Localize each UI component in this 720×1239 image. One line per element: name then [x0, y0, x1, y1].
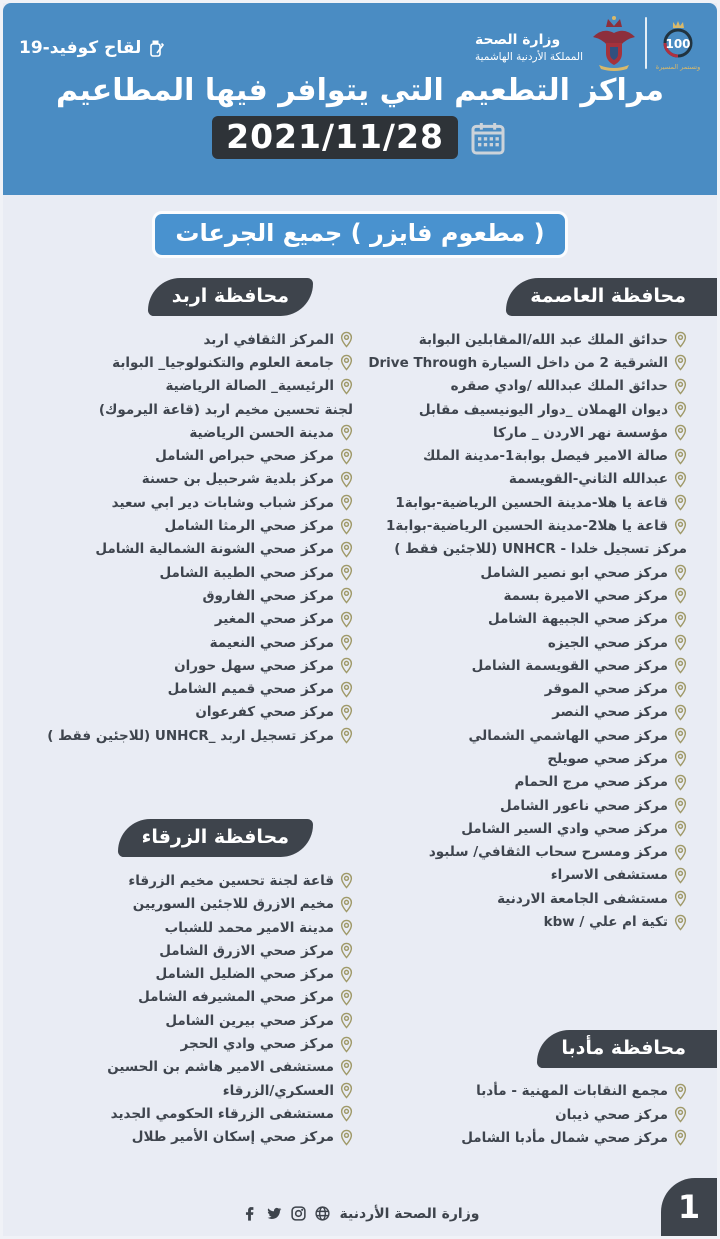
- centers-list-irbid: [33, 328, 353, 747]
- location-pin-icon: [340, 966, 353, 983]
- center-name: مركز صحي سهل حوران: [174, 657, 334, 674]
- center-list-item: [33, 1056, 353, 1079]
- center-name: ديوان الهملان _دوار اليونيسيف مقابل: [418, 401, 668, 418]
- location-pin-icon: [674, 820, 687, 837]
- center-list-item: [367, 794, 687, 817]
- center-list-item: [33, 375, 353, 398]
- center-name: مركز صحي الموقر: [544, 681, 668, 698]
- center-name: مؤسسة نهر الاردن _ ماركا: [493, 424, 668, 441]
- center-name: مركز صحي ذيبان: [555, 1106, 668, 1123]
- center-name: مركز صحي النعيمة: [209, 634, 334, 651]
- center-list-item: [367, 1126, 687, 1149]
- center-list-item: [367, 561, 687, 584]
- center-list-item: [33, 1126, 353, 1149]
- center-list-item: [33, 1102, 353, 1125]
- center-name: مركز صحي الفاروق: [202, 587, 334, 604]
- location-pin-icon: [674, 518, 687, 535]
- center-name: مركز صحي قميم الشامل: [167, 681, 334, 698]
- center-list-item: [367, 1103, 687, 1126]
- location-pin-icon: [674, 448, 687, 465]
- center-name: مركز شباب وشابات دير ابي سعيد: [111, 494, 334, 511]
- center-list-item: [33, 1079, 353, 1102]
- page-number-badge: 1: [661, 1178, 717, 1236]
- column-right: [367, 278, 687, 1150]
- center-name: مدينة الحسن الرياضية: [189, 424, 334, 441]
- location-pin-icon: [340, 942, 353, 959]
- center-list-item: [367, 1080, 687, 1103]
- center-list-item: [367, 887, 687, 910]
- location-pin-icon: [674, 634, 687, 651]
- center-name: عبدالله الثاني-القويسمة: [508, 471, 668, 488]
- center-list-item: [33, 561, 353, 584]
- location-pin-icon: [340, 896, 353, 913]
- location-pin-icon: [340, 1059, 353, 1076]
- center-name: حدائق الملك عبد الله/المقابلين البوابة: [418, 331, 668, 348]
- centers-list-zarqa: [33, 869, 353, 1149]
- location-pin-icon: [674, 681, 687, 698]
- center-name: مستشفى الجامعة الاردنية: [497, 890, 668, 907]
- center-name: حدائق الملك عبدالله /وادي صقره: [450, 378, 668, 395]
- section-header-irbid: محافظة اربد: [148, 278, 313, 316]
- center-list-item: [33, 631, 353, 654]
- center-list-item: [367, 468, 687, 491]
- center-name: مركز صحي حبراص الشامل: [155, 448, 334, 465]
- location-pin-icon: [340, 634, 353, 651]
- center-list-item: [33, 916, 353, 939]
- center-list-item: [367, 817, 687, 840]
- center-list-item: [33, 1032, 353, 1055]
- location-pin-icon: [340, 1082, 353, 1099]
- location-pin-icon: [340, 704, 353, 721]
- center-name: مركز صحي صويلح: [547, 750, 668, 767]
- center-list-item: [33, 963, 353, 986]
- pfizer-all-doses-banner: ( مطعوم فايزر ) جميع الجرعات: [152, 211, 567, 258]
- location-pin-icon: [340, 518, 353, 535]
- location-pin-icon: [340, 727, 353, 744]
- center-name: مركز صحي الضليل الشامل: [155, 966, 334, 983]
- center-list-item: [367, 351, 687, 374]
- center-list-item: [367, 328, 687, 351]
- location-pin-icon: [340, 989, 353, 1006]
- date-badge: 2021/11/28: [212, 116, 458, 159]
- center-list-item: [367, 677, 687, 700]
- center-name: المركز الثقافي اربد: [203, 331, 334, 348]
- center-name: مركز بلدية شرحبيل بن حسنة: [141, 471, 334, 488]
- location-pin-icon: [674, 354, 687, 371]
- center-name: تكية ام علي / kbw: [543, 914, 668, 931]
- location-pin-icon: [674, 797, 687, 814]
- center-name: مركز صحي ابو نصير الشامل: [480, 564, 668, 581]
- center-name: مدينة الامير محمد للشباب: [164, 919, 334, 936]
- location-pin-icon: [674, 657, 687, 674]
- centennial-tagline: وتستمر المسيرة: [655, 62, 701, 71]
- center-name: مركز صحي الازرق الشامل: [159, 942, 334, 959]
- vaccine-syringe-icon: [147, 37, 165, 59]
- center-list-item: [33, 1009, 353, 1032]
- location-pin-icon: [340, 681, 353, 698]
- center-name: مركز صحي ناعور الشامل: [499, 797, 668, 814]
- center-list-item: [367, 631, 687, 654]
- footer-brand: وزارة الصحة الأردنية: [339, 1205, 480, 1222]
- center-name: مركز صحي بيرين الشامل: [165, 1012, 334, 1029]
- center-list-item: [367, 724, 687, 747]
- center-list-item: [367, 910, 687, 933]
- center-list-item: [367, 375, 687, 398]
- location-pin-icon: [674, 890, 687, 907]
- center-list-item: [367, 538, 687, 561]
- center-name: مركز صحي الطيبة الشامل: [159, 564, 334, 581]
- center-name: مخيم الازرق للاجئين السوريين: [132, 896, 334, 913]
- location-pin-icon: [340, 494, 353, 511]
- covid-vaccine-label: لقاح كوفيد-19: [19, 38, 142, 58]
- location-pin-icon: [674, 774, 687, 791]
- ministry-branding: [475, 15, 701, 71]
- location-pin-icon: [674, 844, 687, 861]
- facebook-icon: [241, 1205, 258, 1222]
- location-pin-icon: [674, 494, 687, 511]
- location-pin-icon: [340, 1012, 353, 1029]
- center-name: مركز صحي وادي السير الشامل: [461, 820, 668, 837]
- center-name: جامعة العلوم والتكنولوجيا_ البوابة: [112, 354, 334, 371]
- location-pin-icon: [674, 750, 687, 767]
- center-list-item: [367, 584, 687, 607]
- location-pin-icon: [674, 867, 687, 884]
- header-divider: [645, 17, 647, 69]
- location-pin-icon: [674, 401, 687, 418]
- header: [3, 3, 717, 195]
- center-name: لجنة تحسين مخيم اربد (قاعة اليرموك): [98, 401, 353, 418]
- center-list-item: [367, 608, 687, 631]
- center-list-item: [367, 398, 687, 421]
- center-name: مركز تسجيل اربد _UNHCR (للاجئين فقط ): [47, 727, 334, 744]
- location-pin-icon: [340, 424, 353, 441]
- location-pin-icon: [340, 657, 353, 674]
- calendar-icon: [468, 118, 508, 158]
- center-list-item: [33, 654, 353, 677]
- kingdom-name: المملكة الأردنية الهاشمية: [474, 51, 583, 64]
- globe-icon: [314, 1205, 331, 1222]
- page-title: مراكز التطعيم التي يتوافر فيها المطاعيم: [56, 73, 664, 108]
- ministry-name: وزارة الصحة: [474, 32, 561, 49]
- center-name: مركز صحي إسكان الأمير طلال: [131, 1129, 334, 1146]
- center-name: مركز صحي الجبيهة الشامل: [488, 611, 668, 628]
- center-name: مستشفى الامير هاشم بن الحسين: [107, 1059, 334, 1076]
- center-list-item: [33, 491, 353, 514]
- center-name: العسكري/الزرقاء: [222, 1082, 334, 1099]
- center-list-item: [367, 841, 687, 864]
- location-pin-icon: [674, 611, 687, 628]
- center-name: مركز صحي الاميرة بسمة: [503, 587, 668, 604]
- location-pin-icon: [674, 1129, 687, 1146]
- location-pin-icon: [674, 704, 687, 721]
- center-name: مركز صحي وادي الحجر: [180, 1036, 334, 1053]
- location-pin-icon: [340, 919, 353, 936]
- location-pin-icon: [340, 1036, 353, 1053]
- center-name: مركز ومسرح سحاب الثقافي/ سلبود: [428, 844, 668, 861]
- covid-vaccine-tag: [19, 37, 165, 59]
- center-name: مركز صحي الهاشمي الشمالي: [468, 727, 668, 744]
- center-list-item: [33, 893, 353, 916]
- center-name: مركز صحي المغير: [214, 611, 334, 628]
- jordan-coat-of-arms-icon: [591, 15, 637, 71]
- location-pin-icon: [674, 1106, 687, 1123]
- center-list-item: [33, 986, 353, 1009]
- centennial-100-icon: [655, 16, 701, 62]
- center-list-item: [33, 468, 353, 491]
- location-pin-icon: [674, 471, 687, 488]
- svg-text:100: 100: [665, 36, 691, 51]
- centennial-logo: [655, 16, 701, 71]
- location-pin-icon: [340, 354, 353, 371]
- center-list-item: [33, 584, 353, 607]
- center-list-item: [33, 421, 353, 444]
- center-list-item: [367, 864, 687, 887]
- center-list-item: [33, 444, 353, 467]
- location-pin-icon: [674, 587, 687, 604]
- location-pin-icon: [340, 448, 353, 465]
- center-list-item: [33, 538, 353, 561]
- center-list-item: [33, 724, 353, 747]
- location-pin-icon: [340, 471, 353, 488]
- instagram-icon: [290, 1205, 307, 1222]
- location-pin-icon: [674, 564, 687, 581]
- center-list-item: [367, 747, 687, 770]
- center-name: قاعة يا هلا2-مدينة الحسين الرياضية-بوابة1: [385, 518, 668, 535]
- center-name: مركز صحي النصر: [552, 704, 668, 721]
- center-list-item: [33, 398, 353, 421]
- center-list-item: [33, 701, 353, 724]
- center-name: مستشفى الزرقاء الحكومي الجديد: [110, 1105, 334, 1122]
- centers-list-madaba: [367, 1080, 687, 1150]
- center-name: قاعة يا هلا-مدينة الحسين الرياضية-بوابة1: [395, 494, 668, 511]
- center-list-item: [367, 491, 687, 514]
- center-list-item: [33, 677, 353, 700]
- footer: [3, 1205, 717, 1222]
- center-list-item: [33, 939, 353, 962]
- location-pin-icon: [340, 378, 353, 395]
- center-name: مركز صحي الجيزه: [547, 634, 668, 651]
- center-list-item: [33, 514, 353, 537]
- center-list-item: [367, 421, 687, 444]
- location-pin-icon: [340, 611, 353, 628]
- center-name: مركز تسجيل خلدا - UNHCR (للاجئين فقط ): [394, 541, 687, 558]
- center-name: الرئيسية_ الصالة الرياضية: [165, 378, 334, 395]
- center-list-item: [367, 771, 687, 794]
- center-list-item: [367, 701, 687, 724]
- center-name: مستشفى الاسراء: [550, 867, 668, 884]
- center-name: مركز صحي القويسمة الشامل: [471, 657, 668, 674]
- center-name: مركز صحي الشونة الشمالية الشامل: [95, 541, 334, 558]
- location-pin-icon: [674, 727, 687, 744]
- section-header-zarqa: محافظة الزرقاء: [118, 819, 313, 857]
- location-pin-icon: [340, 1105, 353, 1122]
- social-icons: [241, 1205, 331, 1222]
- center-list-item: [33, 328, 353, 351]
- column-left: [33, 278, 353, 1149]
- center-name: الشرقية 2 من داخل السيارة Drive Through: [368, 354, 668, 371]
- center-name: قاعة لجنة تحسين مخيم الزرقاء: [128, 872, 334, 889]
- location-pin-icon: [340, 331, 353, 348]
- center-name: مجمع النقابات المهنية - مأدبا: [476, 1083, 668, 1100]
- section-header-amman: محافظة العاصمة: [506, 278, 720, 316]
- center-name: مركز صحي المشيرفه الشامل: [138, 989, 334, 1006]
- center-list-item: [367, 514, 687, 537]
- location-pin-icon: [674, 1083, 687, 1100]
- location-pin-icon: [674, 424, 687, 441]
- center-name: مركز صحي الرمثا الشامل: [164, 518, 334, 535]
- location-pin-icon: [340, 587, 353, 604]
- twitter-icon: [265, 1205, 283, 1222]
- center-list-item: [33, 869, 353, 892]
- location-pin-icon: [674, 378, 687, 395]
- center-name: مركز صحي كفرعوان: [195, 704, 334, 721]
- location-pin-icon: [674, 914, 687, 931]
- location-pin-icon: [674, 331, 687, 348]
- location-pin-icon: [340, 1129, 353, 1146]
- center-list-item: [33, 608, 353, 631]
- center-list-item: [33, 351, 353, 374]
- location-pin-icon: [340, 541, 353, 558]
- center-name: مركز صحي شمال مأدبا الشامل: [461, 1129, 668, 1146]
- location-pin-icon: [340, 872, 353, 889]
- center-list-item: [367, 654, 687, 677]
- center-list-item: [367, 444, 687, 467]
- centers-columns: [3, 278, 717, 1150]
- center-name: مركز صحي مرج الحمام: [514, 774, 668, 791]
- location-pin-icon: [340, 564, 353, 581]
- section-header-madaba: محافظة مأدبا: [537, 1030, 720, 1068]
- center-name: صالة الامير فيصل بوابة1-مدينة الملك: [422, 448, 668, 465]
- centers-list-amman: [367, 328, 687, 934]
